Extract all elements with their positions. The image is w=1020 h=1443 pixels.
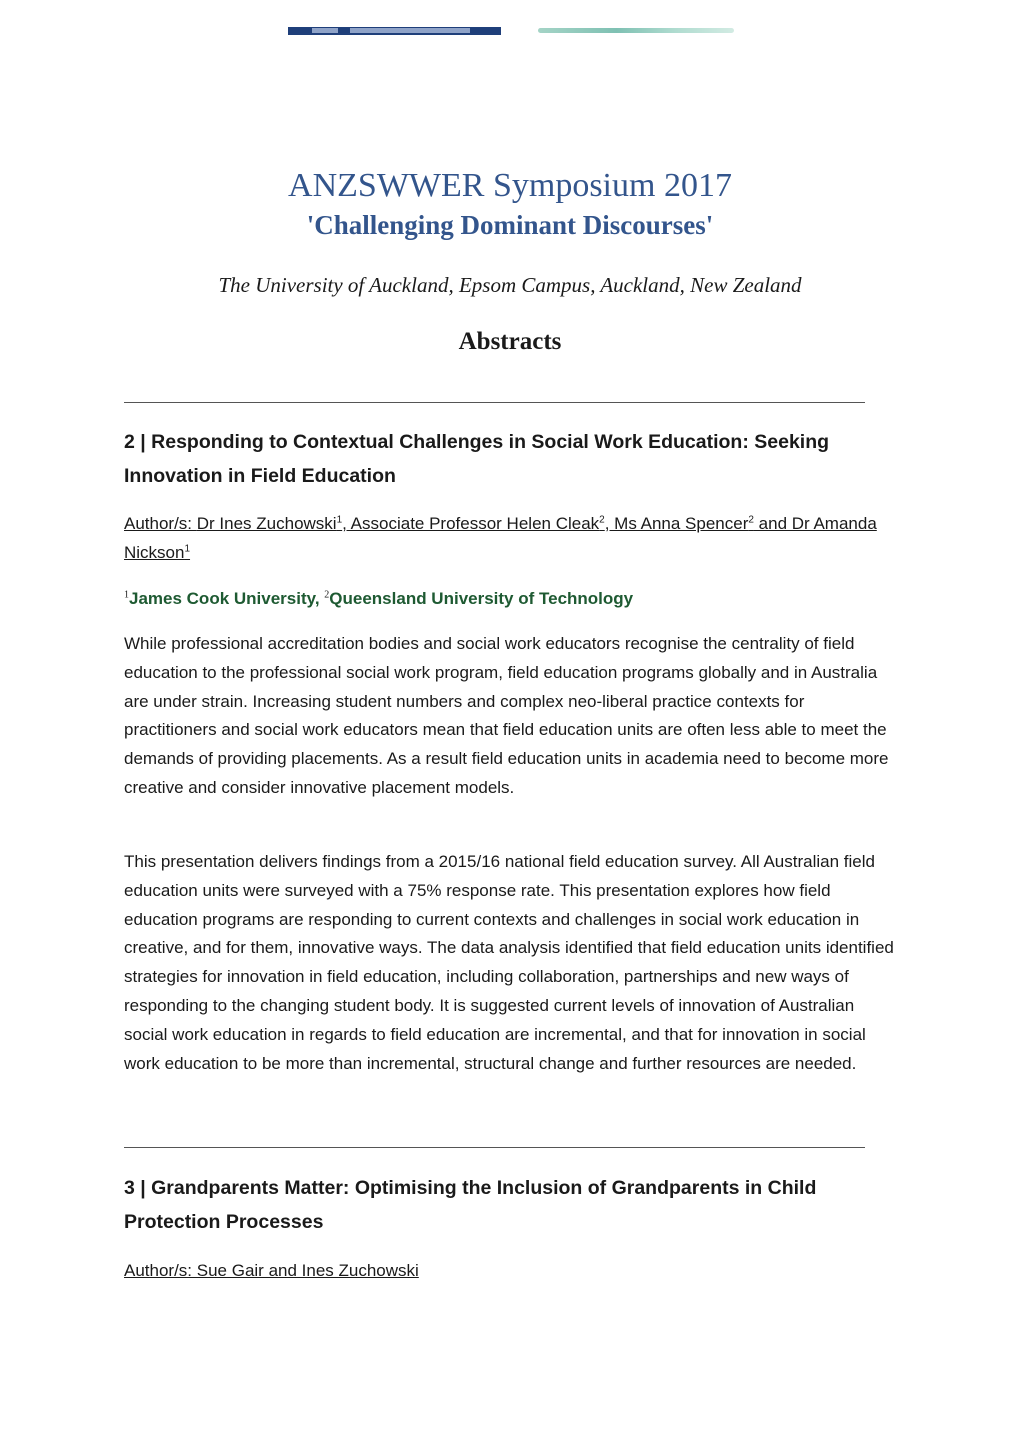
affiliation-ref: 1: [336, 514, 343, 526]
affiliation-name: Queensland University of Technology: [329, 589, 634, 608]
affiliation-name: James Cook University,: [129, 589, 325, 608]
author-name: and Dr Amanda Nickson: [124, 514, 877, 562]
venue-line: The University of Auckland, Epsom Campus, Auckland, New Zealand: [218, 273, 802, 297]
author-line: Author/s: Sue Gair and Ines Zuchowski: [124, 1261, 419, 1280]
anzswwer-logo: [538, 26, 734, 35]
author-name: , Associate Professor Helen Cleak: [342, 514, 600, 533]
abstract-paragraph: This presentation delivers findings from a 2015/16 national field education survey. All Australian field education units were surveyed with a 75% response rate. This presentation explores how field education programs are responding to current contexts and challenges in social work education in creative, and for them, innovative ways. The data analysis identified that field education units identified strategies for innovation in field education, including collaboration, partnerships and new ways of responding to the changing student body. It is suggested current levels of innovation of Australian social work education in regards to field education are incremental, and that for innovation in social work education to be more than incremental, structural change and further resources are needed.: [124, 852, 894, 1073]
affiliation-ref: 2: [748, 514, 754, 526]
university-logo: [288, 27, 501, 35]
divider: [124, 1147, 865, 1148]
logo-crest-mark: [312, 28, 338, 33]
document-title: ANZSWWER Symposium 2017: [288, 167, 732, 204]
affiliation-number: 2: [324, 589, 330, 601]
affiliation-ref: 1: [184, 543, 191, 555]
divider: [124, 402, 865, 403]
logo-wordmark: [350, 28, 470, 33]
affiliation-line: [124, 586, 894, 612]
document-subtitle: 'Challenging Dominant Discourses': [306, 210, 714, 240]
affiliation-number: 1: [124, 589, 129, 601]
author-name: , Ms Anna Spencer: [604, 514, 749, 533]
affiliation-ref: 2: [599, 514, 605, 526]
author-prefix: Author/s:: [124, 514, 197, 533]
abstract-title: 3 | Grandparents Matter: Optimising the Inclusion of Grandparents in Child Protection Processes: [124, 1177, 817, 1233]
logo-swoosh: [538, 28, 734, 33]
section-heading: Abstracts: [458, 328, 562, 355]
abstract-paragraph: While professional accreditation bodies and social work educators recognise the centrality of field education to the professional social work program, field education programs globally and in Australia are under strain. Increasing student numbers and complex neo-liberal practice contexts for practitioners and social work educators mean that field education units are often less able to meet the demands of providing placements. As a result field education units in academia need to become more creative and consider innovative placement models.: [124, 634, 889, 797]
author-line: [124, 509, 894, 567]
author-name: Dr Ines Zuchowski: [196, 514, 337, 533]
abstract-title: 2 | Responding to Contextual Challenges in Social Work Education: Seeking Innovation in Field Education: [124, 431, 830, 487]
